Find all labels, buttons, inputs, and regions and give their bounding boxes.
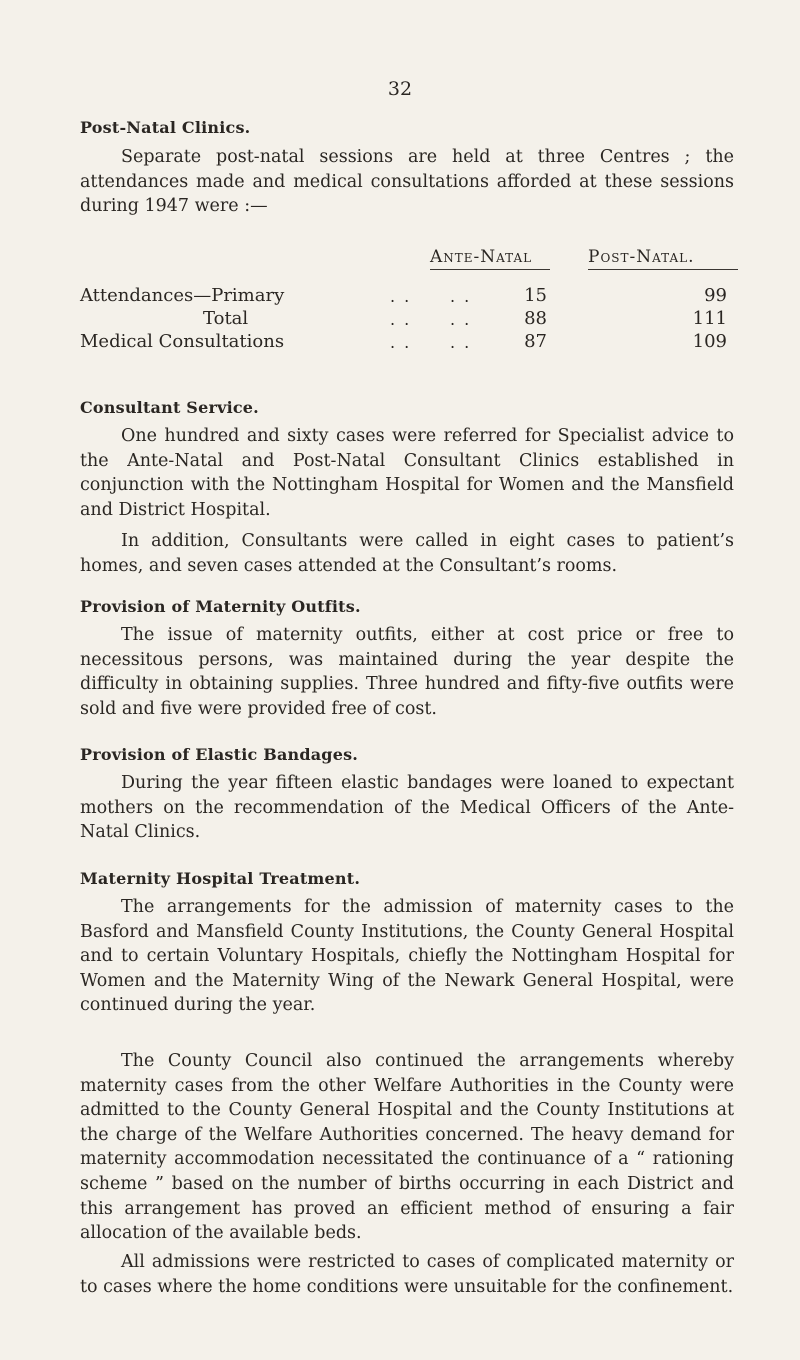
row-label: Total xyxy=(203,308,249,329)
post-natal-value: 109 xyxy=(692,331,727,352)
row-dots: . . xyxy=(390,333,412,352)
hospital-paragraph-2: The County Council also continued the arrangements whereby maternity cases from the other Welfare Authorities in the County were admitted to the County General Hospital and the County Institutions at the charge of the Welfare Authorities concerned. The heavy demand for maternity accommodation necessitated the continuance of a “ rationing scheme ” based on the number of births occurring in each District and this arrangement has proved an efficient method of ensuring a fair allocation of the available beds. xyxy=(80,1051,734,1244)
consultant-paragraph-1: One hundred and sixty cases were referred for Specialist advice to the Ante-Natal and Post-Natal Consultant Clinics established in conjunction with the Nottingham Hospital for Women and the Mansfield and District Hospital. xyxy=(80,426,734,520)
row-dots: . . xyxy=(390,310,412,329)
row-dots: . . xyxy=(390,287,412,306)
row-label: Medical Consultations xyxy=(80,331,285,352)
consultant-paragraph-2: In addition, Consultants were called in eight cases to patient’s homes, and seven cases attended at the Consultant’s rooms. xyxy=(80,531,734,576)
ante-natal-column-header: Ante-Natal xyxy=(430,247,533,267)
row-dots: . . xyxy=(450,333,472,352)
row-dots: . . xyxy=(450,310,472,329)
post-natal-intro: Separate post-natal sessions are held at three Centres ; the attendances made and medical consultations afforded at these sessions during 1947 were :— xyxy=(80,147,734,217)
page-number: 32 xyxy=(387,78,413,100)
ante-natal-value: 15 xyxy=(524,285,547,306)
post-natal-column-header: Post-Natal. xyxy=(588,247,695,267)
ante-natal-rule xyxy=(430,269,550,270)
post-natal-value: 99 xyxy=(704,285,727,306)
row-label: Attendances—Primary xyxy=(80,285,285,306)
consultant-heading: Consultant Service. xyxy=(80,398,259,417)
post-natal-heading: Post-Natal Clinics. xyxy=(80,118,251,137)
bandages-heading: Provision of Elastic Bandages. xyxy=(80,745,359,764)
ante-natal-value: 87 xyxy=(524,331,547,352)
hospital-heading: Maternity Hospital Treatment. xyxy=(80,869,361,888)
bandages-paragraph: During the year fifteen elastic bandages were loaned to expectant mothers on the recommendation of the Medical Officers of the Ante-Natal Clinics. xyxy=(80,773,734,843)
row-dots: . . xyxy=(450,287,472,306)
post-natal-rule xyxy=(588,269,738,270)
outfits-paragraph: The issue of maternity outfits, either at cost price or free to necessitous persons, was maintained during the year despite the difficulty in obtaining supplies. Three hundred and fifty-five outfits were sold and five were provided free of cost. xyxy=(80,625,734,719)
post-natal-value: 111 xyxy=(692,308,727,329)
hospital-paragraph-1: The arrangements for the admission of maternity cases to the Basford and Mansfield County Institutions, the County General Hospital and to certain Voluntary Hospitals, chiefly the Nottingham Hospital for Women and the Maternity Wing of the Newark General Hospital, were continued during the year. xyxy=(80,897,734,1016)
outfits-heading: Provision of Maternity Outfits. xyxy=(80,597,361,616)
ante-natal-value: 88 xyxy=(524,308,547,329)
hospital-paragraph-3: All admissions were restricted to cases of complicated maternity or to cases where the home conditions were unsuitable for the confinement. xyxy=(80,1252,734,1297)
